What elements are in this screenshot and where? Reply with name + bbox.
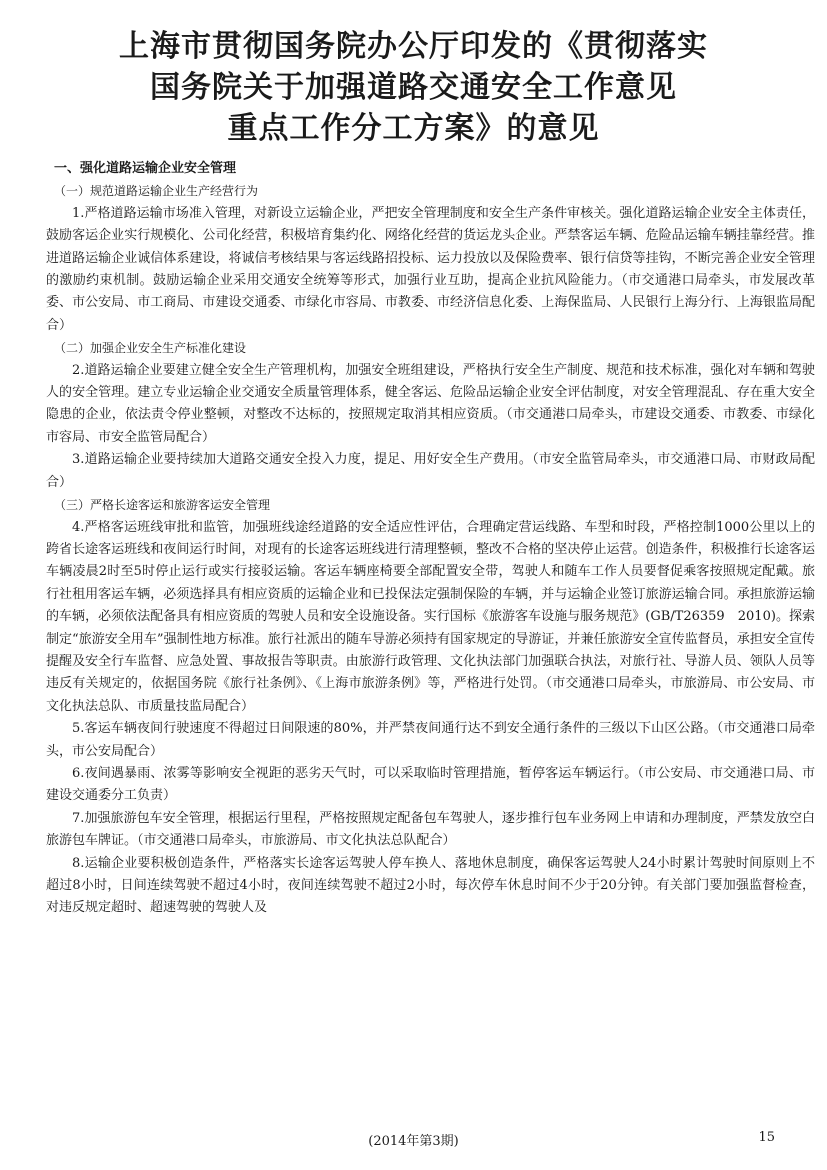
subsection-heading: （三）严格长途客运和旅游客运安全管理 bbox=[54, 498, 271, 513]
paragraph-item-4: 4.严格客运班线审批和监管，加强班线途经道路的安全适应性评估，合理确定营运线路、车型和时段，严格控制1000公里以上的跨省长途客运班线和夜间运行时间，对现有的长途客运班线进行清理整顿，整改不合格的坚决停止运营。创造条件，积极推行长途客运车辆凌晨2时至5时停止运行或实行接驳运输。客运车辆座椅要全部配置安全带，驾驶人和随车工作人员要督促乘客按照规定配戴。旅行社租用客运车辆，必须选择具有相应资质的运输企业和已投保法定强制保险的车辆，并与运输企业签订旅游运输合同。承担旅游运输的车辆，必须依法配备具有相应资质的驾驶人员和安全设施设备。实行国标《旅游客车设施与服务规范》(GB/T26359 2010)。探索制定“旅游安全用车”强制性地方标准。旅行社派出的随车导游必须持有国家规定的导游证，并兼任旅游安全宣传监督员，承担安全宣传提醒及安全行车监督、应急处置、事故报告等职责。由旅游行政管理、文化执法部门加强联合执法，对旅行社、导游人员、领队人员等违反有关规定的，依据国务院《旅行社条例》、《上海市旅游条例》等，严格进行处罚。（市交通港口局牵头，市旅游局、市公安局、市文化执法总队、市质量技监局配合） bbox=[46, 519, 815, 714]
page-number: 15 bbox=[758, 1130, 775, 1145]
paragraph-item-3: 3.道路运输企业要持续加大道路交通安全投入力度，提足、用好安全生产费用。（市安全监管局牵头，市交通港口局、市财政局配合） bbox=[46, 452, 815, 490]
paragraph-item-6: 6.夜间遇暴雨、浓雾等影响安全视距的恶劣天气时，可以采取临时管理措施，暂停客运车辆运行。（市公安局、市交通港口局、市建设交通委分工负责） bbox=[46, 765, 815, 804]
title-line-2: 国务院关于加强道路交通安全工作意见 bbox=[150, 70, 677, 105]
subsection-heading: （一）规范道路运输企业生产经营行为 bbox=[54, 184, 259, 199]
document-body bbox=[46, 158, 815, 920]
subsection-heading: （二）加强企业安全生产标准化建设 bbox=[54, 341, 247, 356]
title-line-1: 上海市贯彻国务院办公厅印发的《贯彻落实 bbox=[119, 29, 708, 64]
paragraph-item-1: 1.严格道路运输市场准入管理，对新设立运输企业，严把安全管理制度和安全生产条件审核关。强化道路运输企业安全主体责任，鼓励客运企业实行规模化、公司化经营，积极培育集约化、网络化经营的货运龙头企业。严禁客运车辆、危险品运输车辆挂靠经营。推进道路运输企业诚信体系建设，将诚信考核结果与客运线路招投标、运力投放以及保险费率、银行信贷等挂钩，不断完善企业安全管理的激励约束机制。鼓励运输企业采用交通安全统筹等形式，加强行业互助，提高企业抗风险能力。（市交通港口局牵头，市发展改革委、市公安局、市工商局、市建设交通委、市绿化市容局、市教委、市经济信息化委、上海保监局、人民银行上海分行、上海银监局配合） bbox=[46, 205, 815, 333]
issue-footer: (2014年第3期) bbox=[368, 1134, 459, 1149]
paragraph-item-5: 5.客运车辆夜间行驶速度不得超过日间限速的80%，并严禁夜间通行达不到安全通行条件的三级以下山区公路。（市交通港口局牵头，市公安局配合） bbox=[46, 721, 815, 759]
document-title bbox=[0, 26, 827, 149]
title-line-3: 重点工作分工方案》的意见 bbox=[227, 111, 600, 146]
section-heading: 一、强化道路运输企业安全管理 bbox=[54, 161, 237, 176]
paragraph-item-8: 8.运输企业要积极创造条件，严格落实长途客运驾驶人停车换人、落地休息制度，确保客运驾驶人24小时累计驾驶时间原则上不超过8小时，日间连续驾驶不超过4小时，夜间连续驾驶不超过2小时，每次停车休息时间不少于20分钟。有关部门要加强监督检查，对违反规定超时、超速驾驶的驾驶人及 bbox=[46, 855, 815, 916]
paragraph-item-2: 2.道路运输企业要建立健全安全生产管理机构，加强安全班组建设，严格执行安全生产制度、规范和技术标准，强化对车辆和驾驶人的安全管理。建立专业运输企业交通安全质量管理体系，健全客运、危险品运输企业安全评估制度，对安全管理混乱、存在重大安全隐患的企业，依法责令停业整顿，对整改不达标的，按照规定取消其相应资质。（市交通港口局牵头，市建设交通委、市教委、市绿化市容局、市安全监管局配合） bbox=[46, 362, 815, 445]
paragraph-item-7: 7.加强旅游包车安全管理，根据运行里程，严格按照规定配备包车驾驶人，逐步推行包车业务网上申请和办理制度，严禁发放空白旅游包车牌证。（市交通港口局牵头，市旅游局、市文化执法总队配合） bbox=[46, 810, 815, 849]
